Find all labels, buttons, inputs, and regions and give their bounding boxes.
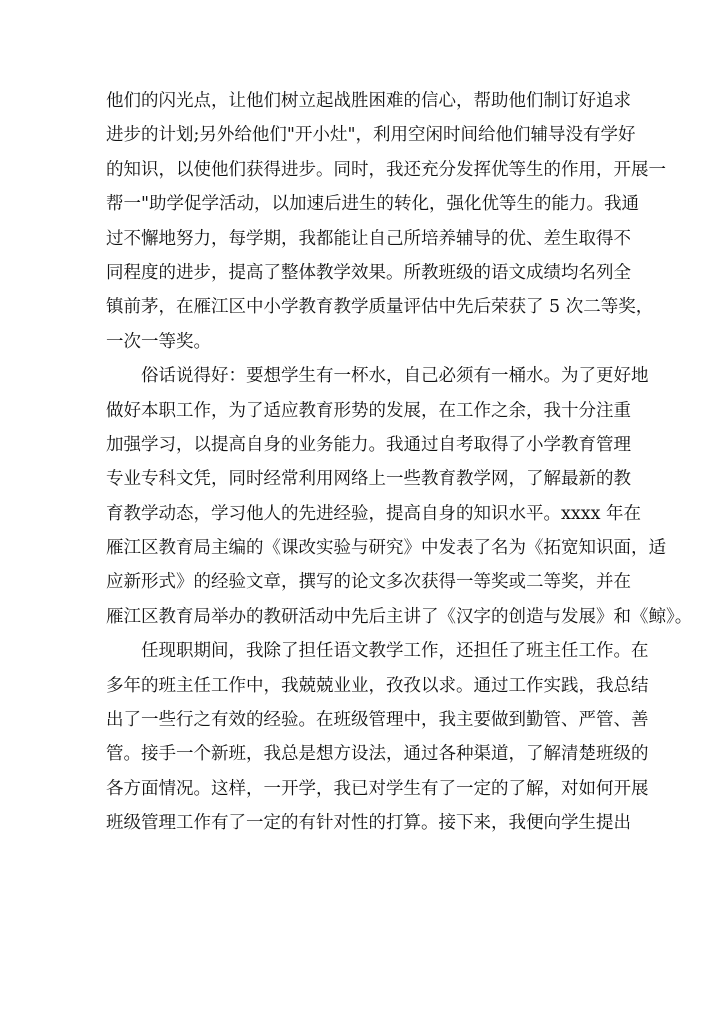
text-line: 过不懈地努力，每学期，我都能让自己所培养辅导的优、差生取得不 — [106, 228, 631, 249]
text-line: 管。接手一个新班，我总是想方设法，通过各种渠道，了解清楚班级的 — [106, 744, 649, 765]
text-line: 加强学习，以提高自身的业务能力。我通过自考取得了小学教育管理 — [106, 434, 631, 455]
text-line: 多年的班主任工作中，我兢兢业业，孜孜以求。通过工作实践，我总结 — [106, 675, 649, 696]
text-line: 出了一些行之有效的经验。在班级管理中，我主要做到勤管、严管、善 — [106, 710, 649, 731]
text-line: 雁江区教育局举办的教研活动中先后主讲了《汉字的创造与发展》和《鲸》。 — [106, 606, 693, 627]
text-line: 的知识，以使他们获得进步。同时，我还充分发挥优等生的作用，开展一 — [106, 159, 666, 180]
text-line: 专业专科文凭，同时经常利用网络上一些教育教学网，了解最新的教 — [106, 469, 631, 490]
text-line: 同程度的进步，提高了整体教学效果。所教班级的语文成绩均名列全 — [106, 262, 631, 283]
text-line: 雁江区教育局主编的《课改实验与研究》中发表了名为《拓宽知识面，适 — [106, 538, 666, 559]
text-line: 帮一"助学促学活动，以加速后进生的转化，强化优等生的能力。我通 — [106, 194, 640, 215]
text-line: 育教学动态，学习他人的先进经验，提高自身的知识水平。xxxx 年在 — [106, 503, 642, 524]
text-line: 他们的闪光点，让他们树立起战胜困难的信心，帮助他们制订好追求 — [106, 91, 631, 111]
text-line: 做好本职工作，为了适应教育形势的发展，在工作之余，我十分注重 — [106, 400, 631, 421]
text-line: 任现职期间，我除了担任语文教学工作，还担任了班主任工作。在 — [141, 641, 649, 662]
text-line: 班级管理工作有了一定的有针对性的打算。接下来，我便向学生提出 — [106, 813, 631, 834]
text-line: 俗话说得好：要想学生有一杯水，自己必须有一桶水。为了更好地 — [141, 366, 649, 387]
text-line: 镇前茅，在雁江区中小学教育教学质量评估中先后荣获了 5 次二等奖， — [106, 297, 654, 318]
text-line: 应新形式》的经验文章，撰写的论文多次获得一等奖或二等奖，并在 — [106, 572, 631, 593]
text-line: 各方面情况。这样，一开学，我已对学生有了一定的了解，对如何开展 — [106, 778, 649, 799]
text-line: 一次一等奖。 — [106, 331, 211, 352]
document-body — [106, 84, 693, 841]
text-line: 进步的计划;另外给他们"开小灶"，利用空闲时间给他们辅导没有学好 — [106, 125, 636, 146]
